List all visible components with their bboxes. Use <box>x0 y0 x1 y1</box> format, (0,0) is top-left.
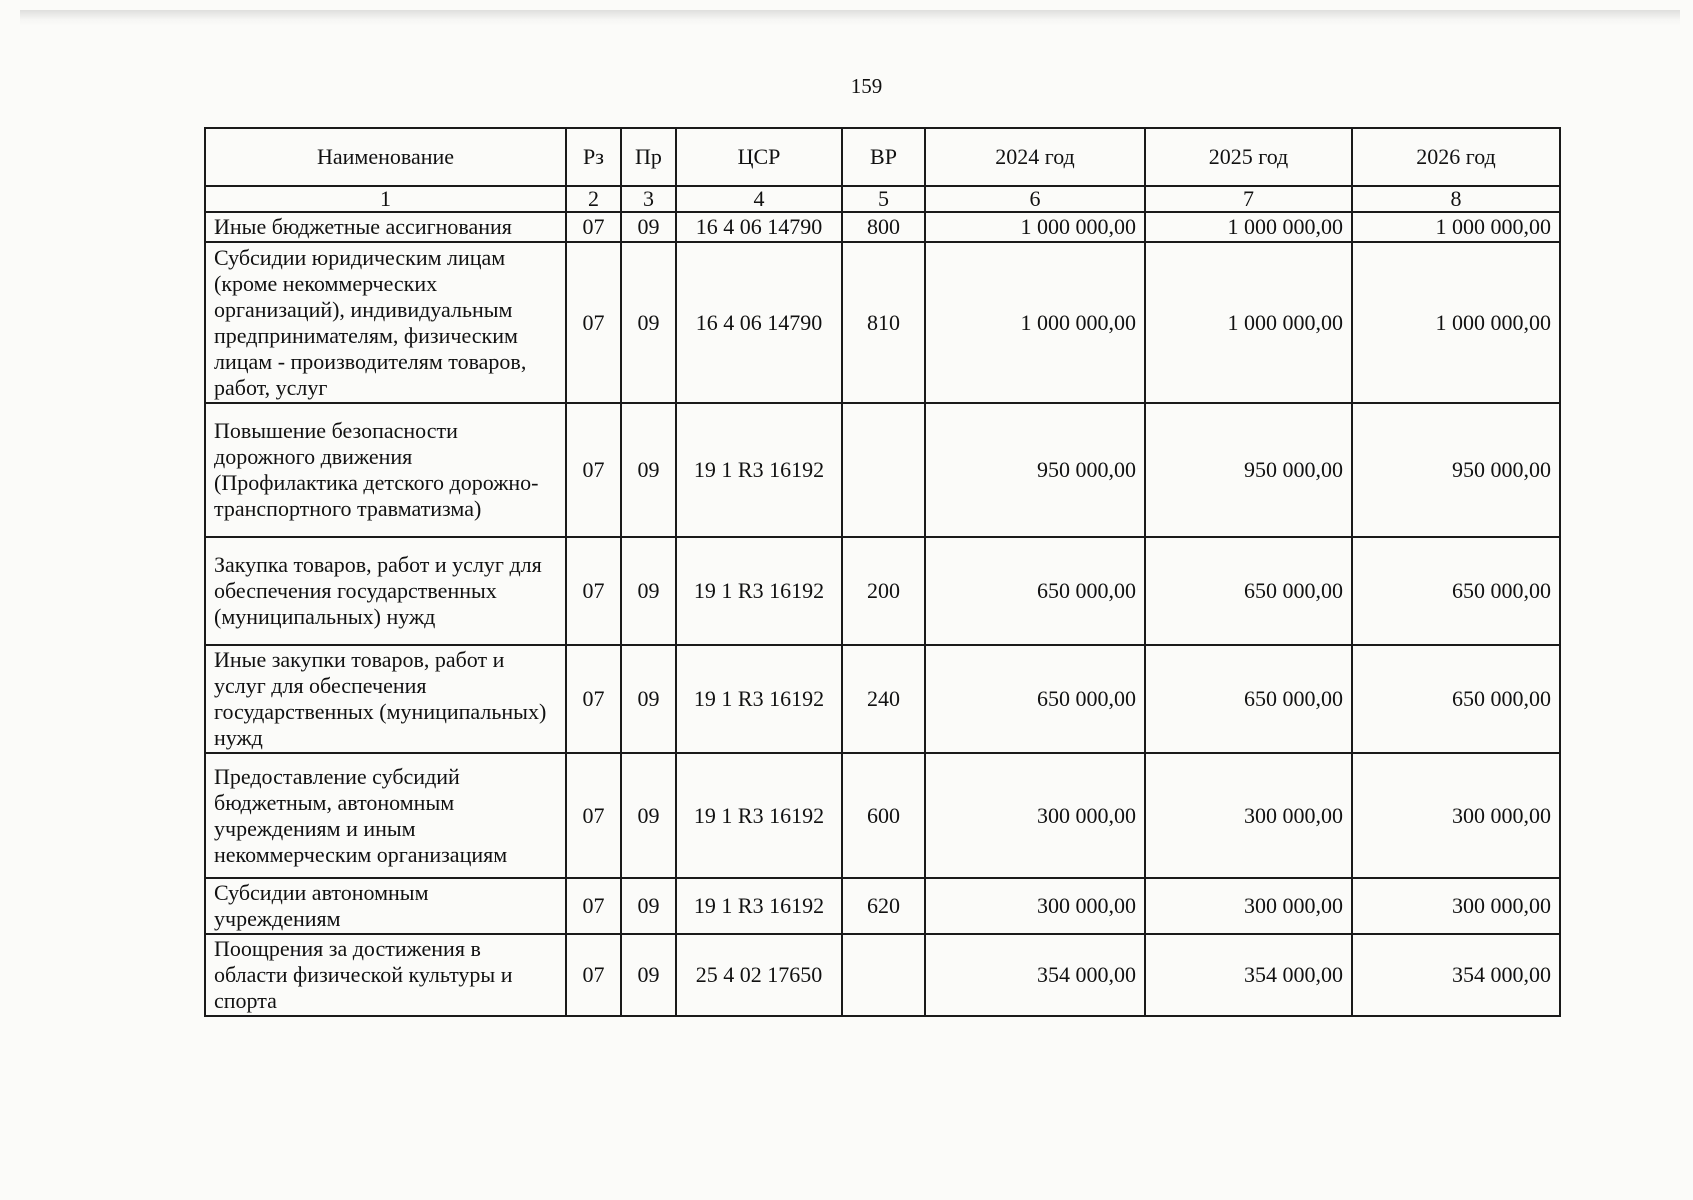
column-number: 8 <box>1352 186 1560 212</box>
row-rz: 07 <box>566 645 621 753</box>
column-number-row <box>205 186 1560 212</box>
row-pr: 09 <box>621 537 676 645</box>
header-2024: 2024 год <box>925 128 1145 186</box>
row-csr: 25 4 02 17650 <box>676 934 842 1016</box>
table-row <box>205 934 1560 1016</box>
row-amount-2026: 950 000,00 <box>1352 403 1560 537</box>
table-row <box>205 645 1560 753</box>
row-amount-2026: 1 000 000,00 <box>1352 212 1560 242</box>
row-amount-2026: 300 000,00 <box>1352 878 1560 934</box>
column-number: 6 <box>925 186 1145 212</box>
column-number: 4 <box>676 186 842 212</box>
row-amount-2025: 950 000,00 <box>1145 403 1352 537</box>
row-amount-2026: 650 000,00 <box>1352 645 1560 753</box>
header-rz: Рз <box>566 128 621 186</box>
table-row <box>205 242 1560 403</box>
page-number: 159 <box>850 74 883 98</box>
table-row <box>205 403 1560 537</box>
row-rz: 07 <box>566 212 621 242</box>
row-vr: 240 <box>842 645 925 753</box>
row-vr: 200 <box>842 537 925 645</box>
row-amount-2025: 354 000,00 <box>1145 934 1352 1016</box>
row-pr: 09 <box>621 878 676 934</box>
row-vr: 800 <box>842 212 925 242</box>
row-amount-2025: 1 000 000,00 <box>1145 212 1352 242</box>
row-csr: 19 1 R3 16192 <box>676 645 842 753</box>
column-number: 3 <box>621 186 676 212</box>
row-rz: 07 <box>566 403 621 537</box>
row-csr: 16 4 06 14790 <box>676 212 842 242</box>
row-amount-2024: 300 000,00 <box>925 753 1145 878</box>
row-amount-2024: 1 000 000,00 <box>925 242 1145 403</box>
row-pr: 09 <box>621 645 676 753</box>
row-pr: 09 <box>621 934 676 1016</box>
row-amount-2026: 300 000,00 <box>1352 753 1560 878</box>
header-pr: Пр <box>621 128 676 186</box>
row-vr: 810 <box>842 242 925 403</box>
row-vr: 620 <box>842 878 925 934</box>
row-amount-2024: 300 000,00 <box>925 878 1145 934</box>
row-amount-2024: 650 000,00 <box>925 537 1145 645</box>
row-amount-2026: 1 000 000,00 <box>1352 242 1560 403</box>
row-pr: 09 <box>621 212 676 242</box>
header-name: Наименование <box>205 128 566 186</box>
budget-table <box>204 127 1561 1017</box>
header-vr: ВР <box>842 128 925 186</box>
table-row <box>205 753 1560 878</box>
row-amount-2025: 1 000 000,00 <box>1145 242 1352 403</box>
table-row <box>205 878 1560 934</box>
row-amount-2024: 650 000,00 <box>925 645 1145 753</box>
row-name: Субсидии автономным учреждениям <box>205 878 566 934</box>
table-row <box>205 212 1560 242</box>
row-name: Субсидии юридическим лицам (кроме некоммерческих организаций), индивидуальным предпринимателям, физическим лицам - производителям товаров, работ, услуг <box>205 242 566 403</box>
row-name: Предоставление субсидий бюджетным, автономным учреждениям и иным некоммерческим организациям <box>205 753 566 878</box>
row-pr: 09 <box>621 242 676 403</box>
header-csr: ЦСР <box>676 128 842 186</box>
row-vr: 600 <box>842 753 925 878</box>
row-amount-2026: 650 000,00 <box>1352 537 1560 645</box>
column-number: 1 <box>205 186 566 212</box>
header-row <box>205 128 1560 186</box>
header-2026: 2026 год <box>1352 128 1560 186</box>
row-amount-2025: 300 000,00 <box>1145 753 1352 878</box>
row-csr: 19 1 R3 16192 <box>676 753 842 878</box>
row-csr: 19 1 R3 16192 <box>676 403 842 537</box>
row-amount-2024: 950 000,00 <box>925 403 1145 537</box>
header-2025: 2025 год <box>1145 128 1352 186</box>
row-csr: 16 4 06 14790 <box>676 242 842 403</box>
row-amount-2025: 650 000,00 <box>1145 537 1352 645</box>
row-name: Повышение безопасности дорожного движения (Профилактика детского дорожно-транспортного травматизма) <box>205 403 566 537</box>
row-name: Закупка товаров, работ и услуг для обеспечения государственных (муниципальных) нужд <box>205 537 566 645</box>
row-vr <box>842 403 925 537</box>
row-rz: 07 <box>566 753 621 878</box>
row-rz: 07 <box>566 934 621 1016</box>
row-pr: 09 <box>621 403 676 537</box>
table-row <box>205 537 1560 645</box>
row-csr: 19 1 R3 16192 <box>676 537 842 645</box>
row-csr: 19 1 R3 16192 <box>676 878 842 934</box>
column-number: 7 <box>1145 186 1352 212</box>
row-amount-2025: 650 000,00 <box>1145 645 1352 753</box>
row-rz: 07 <box>566 242 621 403</box>
row-name: Поощрения за достижения в области физической культуры и спорта <box>205 934 566 1016</box>
row-name: Иные закупки товаров, работ и услуг для обеспечения государственных (муниципальных) нужд <box>205 645 566 753</box>
row-amount-2026: 354 000,00 <box>1352 934 1560 1016</box>
row-rz: 07 <box>566 537 621 645</box>
row-rz: 07 <box>566 878 621 934</box>
scan-shadow <box>20 10 1680 26</box>
row-name: Иные бюджетные ассигнования <box>205 212 566 242</box>
row-vr <box>842 934 925 1016</box>
row-pr: 09 <box>621 753 676 878</box>
column-number: 5 <box>842 186 925 212</box>
column-number: 2 <box>566 186 621 212</box>
row-amount-2024: 1 000 000,00 <box>925 212 1145 242</box>
row-amount-2024: 354 000,00 <box>925 934 1145 1016</box>
row-amount-2025: 300 000,00 <box>1145 878 1352 934</box>
